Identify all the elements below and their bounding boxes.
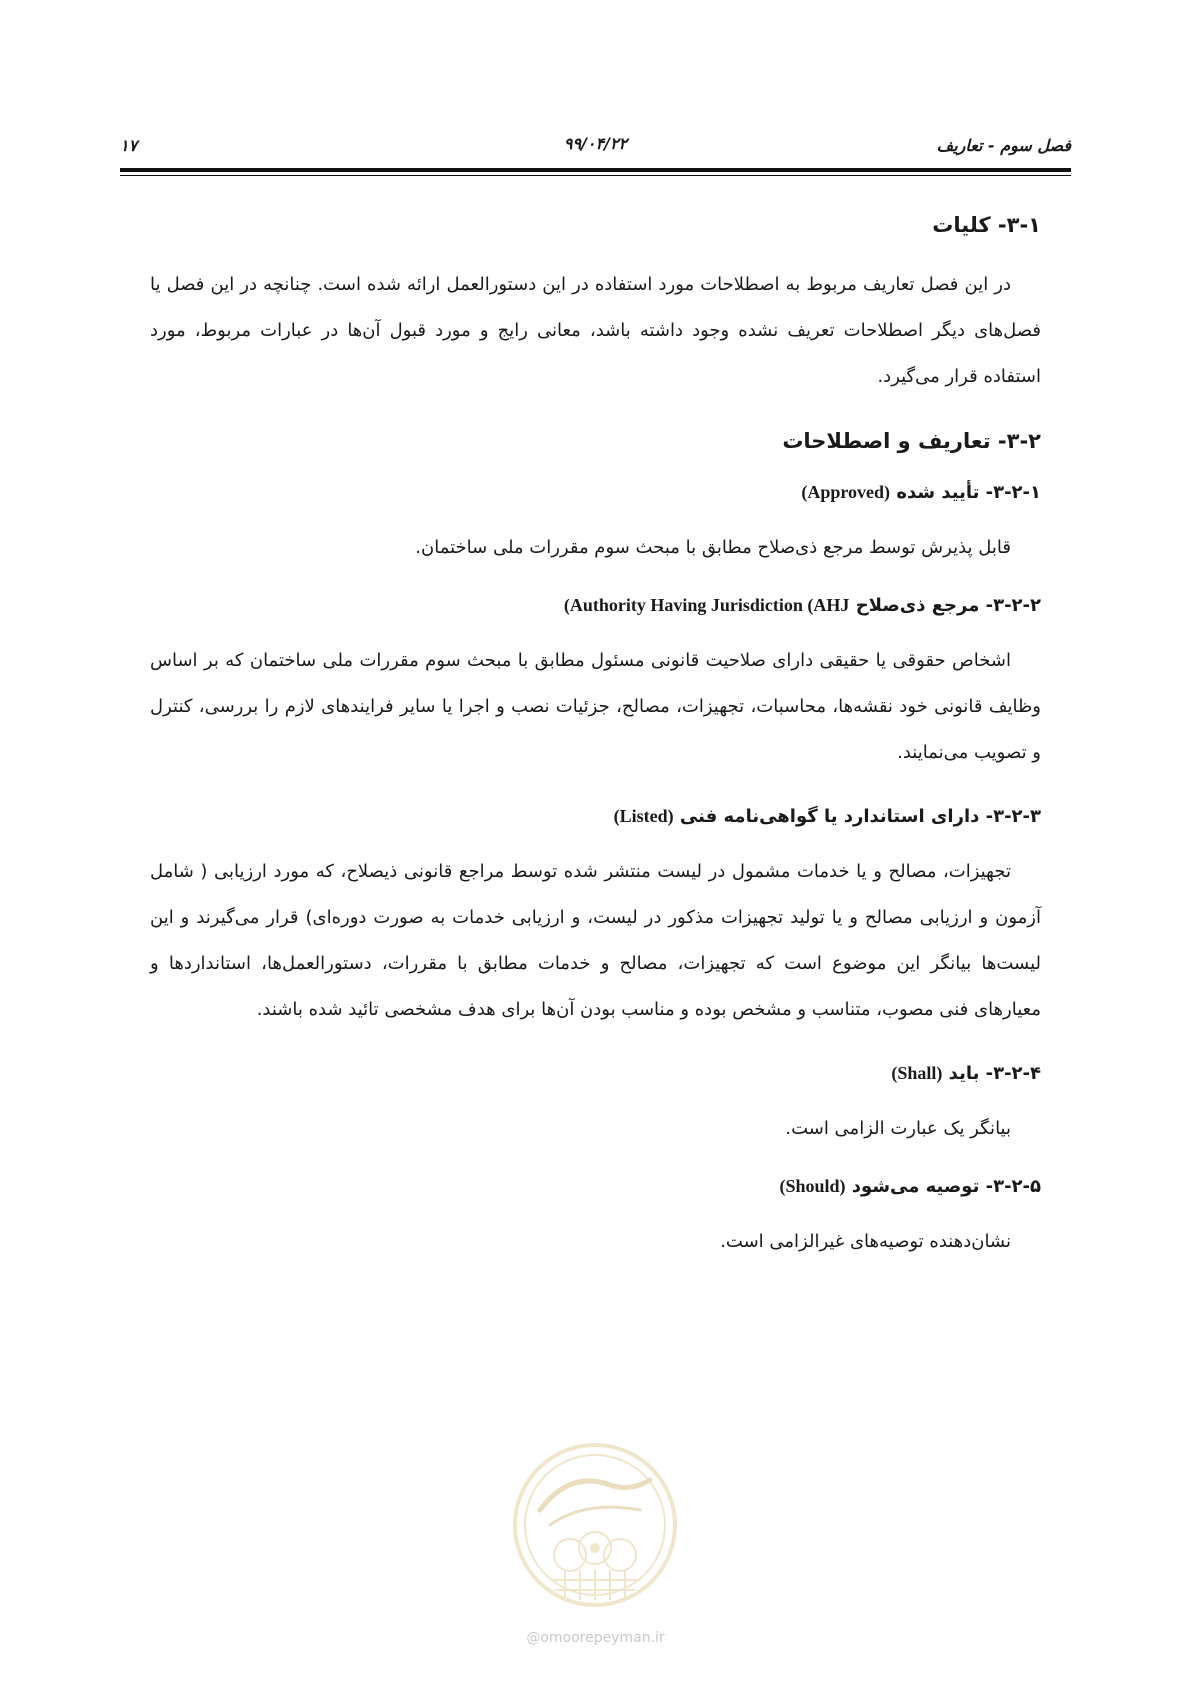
definition-heading-en: (Approved) <box>801 482 891 502</box>
header-rule-thin <box>120 175 1071 176</box>
page-number: ۱۷ <box>120 136 138 155</box>
definition-text-should: نشان‌دهنده توصیه‌های غیرالزامی است. <box>720 1231 1011 1252</box>
header-rule-thick <box>120 168 1071 172</box>
definition-heading-en: (Shall) <box>891 1063 943 1083</box>
section-title-definitions: ۳-۲- تعاریف و اصطلاحات <box>782 429 1041 453</box>
chapter-title: فصل سوم - تعاریف <box>936 136 1071 155</box>
definition-text-shall: بیانگر یک عبارت الزامی است. <box>785 1118 1011 1139</box>
definition-heading-ahj <box>150 591 1041 620</box>
seal-logo-icon <box>510 1440 680 1610</box>
definition-text-approved: قابل پذیرش توسط مرجع ذی‌صلاح مطابق با مبحث سوم مقررات ملی ساختمان. <box>415 537 1011 558</box>
page-header <box>120 130 1071 166</box>
definition-heading-approved <box>150 478 1041 507</box>
definition-heading-fa: ۳-۲-۵- توصیه می‌شود <box>851 1176 1041 1197</box>
header-date: ۹۹/۰۴/۲۲ <box>563 134 628 153</box>
watermark-text: @omoorepeyman.ir <box>526 1630 665 1646</box>
definition-text-ahj: اشخاص حقوقی یا حقیقی دارای صلاحیت قانونی مسئول مطابق با مبحث سوم مقررات ملی ساختمان که بر اساس وظایف قانونی خود نقشه‌ها، محاسبات، تجهیزات، مصالح، جزئیات نصب و اجرا یا سایر فرایندهای لازم را بررسی، کنترل و تصویب می‌نمایند. <box>150 650 1041 763</box>
page-content <box>150 210 1041 1285</box>
section-title-general: ۳-۱- کلیات <box>932 213 1041 237</box>
definition-heading-fa: ۳-۲-۲- مرجع ذی‌صلاح <box>855 595 1041 616</box>
definition-text-listed: تجهیزات، مصالح و یا خدمات مشمول در لیست منتشر شده توسط مراجع قانونی ذیصلاح، که مورد ارزیابی ( شامل آزمون و ارزیابی مصالح و یا تولید تجهیزات مذکور در لیست، و ارزیابی خدمات به صورت دوره‌ای) قرار می‌گیرند و این لیست‌ها بیانگر این موضوع است که تجهیزات، مصالح و خدمات مطابق با مقررات، دستورالعمل‌ها، استانداردها و معیارهای فنی مصوب، متناسب و مشخص بوده و مناسب بودن آن‌ها برای هدف مشخصی تائید شده باشند. <box>150 861 1041 1020</box>
definition-heading-en: (Authority Having Jurisdiction (AHJ <box>563 595 850 615</box>
definition-heading-en: (Listed) <box>613 806 674 826</box>
section-general-paragraph: در این فصل تعاریف مربوط به اصطلاحات مورد استفاده در این دستورالعمل ارائه شده است. چنانچه در این فصل یا فصل‌های دیگر اصطلاحات تعریف نشده وجود داشته باشد، معانی رایج و مورد قبول آن‌ها در عبارات مربوط، مورد استفاده قرار می‌گیرد. <box>150 274 1041 387</box>
definition-heading-listed <box>150 802 1041 831</box>
definition-heading-en: (Should) <box>779 1176 846 1196</box>
definition-heading-fa: ۳-۲-۳- دارای استاندارد یا گواهی‌نامه فنی <box>679 806 1041 827</box>
definition-heading-fa: ۳-۲-۴- باید <box>948 1063 1041 1084</box>
seal-logo <box>510 1440 680 1610</box>
definition-heading-should <box>150 1172 1041 1201</box>
definition-heading-shall <box>150 1059 1041 1088</box>
definition-heading-fa: ۳-۲-۱- تأیید شده <box>896 482 1041 503</box>
